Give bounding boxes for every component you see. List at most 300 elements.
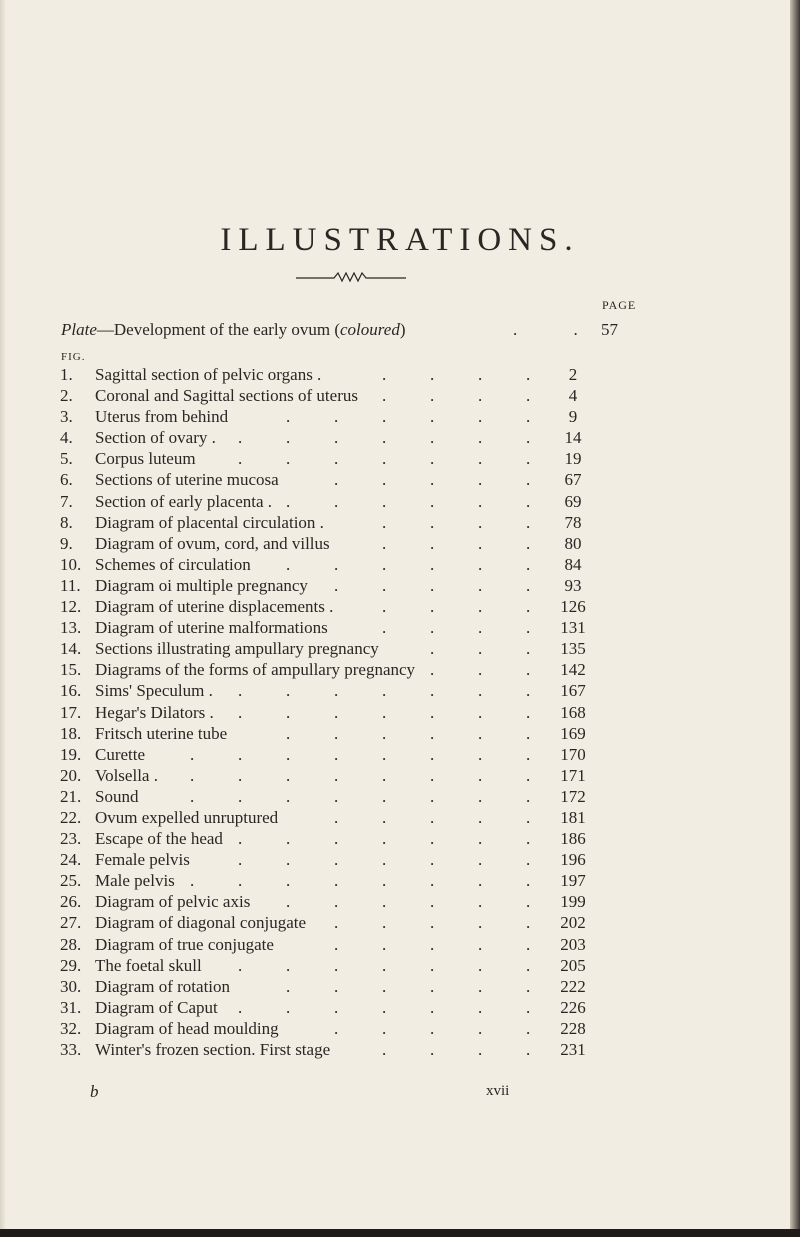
leader-dot: .: [430, 597, 435, 617]
leader-dot: .: [478, 386, 483, 406]
leader-dot: .: [430, 681, 435, 701]
leader-dot: .: [526, 597, 531, 617]
figure-label: Female pelvis: [95, 850, 190, 870]
leader-dot: .: [526, 407, 531, 427]
leader-dot: .: [478, 786, 483, 806]
figure-label: Diagram of uterine malformations: [95, 618, 328, 638]
leader-dot: .: [382, 744, 387, 764]
leader-dot: .: [478, 765, 483, 785]
figure-label: Fritsch uterine tube: [95, 723, 228, 743]
leader-dot: .: [334, 554, 339, 574]
figure-label: Corpus luteum: [95, 449, 196, 469]
plate-page: 57: [601, 320, 618, 339]
list-item: [0, 512, 800, 533]
figure-label: Schemes of circulation: [95, 554, 251, 574]
folio-number: xvii: [486, 1083, 510, 1099]
figure-number: 1.: [60, 365, 73, 384]
list-item: [0, 723, 800, 744]
leader-dot: .: [190, 786, 195, 806]
figure-page: 169: [560, 723, 586, 743]
figure-label: Winter's frozen section. First stage: [95, 1040, 331, 1059]
leader-dot: .: [382, 470, 387, 490]
list-item: [0, 364, 800, 385]
figure-label: Sagittal section of pelvic organs .: [95, 365, 322, 384]
leader-dot: .: [430, 428, 435, 448]
leader-dot: .: [334, 681, 339, 701]
leader-dot: .: [430, 639, 435, 659]
figure-number: 18.: [60, 723, 82, 743]
leader-dot: .: [478, 871, 483, 891]
leader-dot: .: [238, 449, 243, 469]
leader-dot: .: [526, 533, 531, 553]
list-item: [0, 1039, 800, 1060]
figure-page: 205: [560, 955, 586, 975]
figure-number: 10.: [60, 554, 82, 574]
figure-label: The foetal skull: [95, 955, 202, 975]
plate-entry: [61, 320, 621, 344]
leader-dot: .: [526, 681, 531, 701]
plate-label-prefix: Plate: [61, 320, 97, 339]
figure-label: Ovum expelled unruptured: [95, 807, 279, 827]
list-item: [0, 596, 800, 617]
plate-label-close: ): [399, 320, 406, 339]
leader-dot: .: [430, 786, 435, 806]
leader-dot: .: [382, 934, 387, 954]
leader-dot: .: [382, 702, 387, 722]
leader-dot: .: [430, 449, 435, 469]
figure-list: [0, 364, 800, 1060]
figure-page: 167: [560, 681, 586, 701]
leader-dot: .: [286, 892, 291, 912]
leader-dot: .: [526, 470, 531, 490]
figure-label: Sound: [95, 786, 139, 806]
list-item: [0, 659, 800, 680]
leader-dot: .: [430, 386, 435, 406]
list-item: [0, 912, 800, 933]
leader-dot: .: [526, 829, 531, 849]
leader-dot: .: [526, 449, 531, 469]
list-item: [0, 406, 800, 427]
list-item: [0, 976, 800, 997]
leader-dot: .: [286, 955, 291, 975]
figure-number: 33.: [60, 1040, 82, 1059]
leader-dot: .: [334, 892, 339, 912]
figure-label: Diagram of Caput: [95, 997, 218, 1017]
leader-dot: .: [526, 575, 531, 595]
figure-number: 29.: [60, 955, 82, 975]
list-item: [0, 680, 800, 701]
figure-page: 126: [560, 597, 586, 617]
figure-page: 172: [560, 786, 586, 806]
leader-dot: .: [334, 491, 339, 511]
figure-page: 142: [560, 660, 586, 680]
figure-label: Diagram of rotation: [95, 976, 231, 996]
leader-dot: .: [286, 723, 291, 743]
leader-dot: .: [334, 449, 339, 469]
figure-page: 226: [560, 997, 586, 1017]
figure-page: 197: [560, 871, 586, 891]
leader-dot: .: [238, 955, 243, 975]
leader-dot: .: [478, 744, 483, 764]
leader-dot: .: [526, 955, 531, 975]
leader-dot: .: [238, 786, 243, 806]
leader-dot: .: [334, 407, 339, 427]
leader-dot: .: [334, 428, 339, 448]
list-item: [0, 997, 800, 1018]
leader-dot: .: [430, 533, 435, 553]
leader-dot: .: [190, 765, 195, 785]
leader-dot: .: [382, 850, 387, 870]
leader-dot: .: [334, 913, 339, 933]
leader-dot: .: [478, 934, 483, 954]
leader-dot: .: [478, 428, 483, 448]
leader-dot: .: [238, 428, 243, 448]
leader-dot: .: [382, 681, 387, 701]
leader-dot: .: [382, 533, 387, 553]
leader-dot: .: [430, 955, 435, 975]
list-item: [0, 385, 800, 406]
leader-dot: .: [478, 575, 483, 595]
leader-dot: .: [334, 470, 339, 490]
leader-dot: .: [286, 997, 291, 1017]
leader-dot: .: [478, 1040, 483, 1059]
leader-dot: .: [526, 976, 531, 996]
figure-number: 21.: [60, 786, 82, 806]
figure-page: 80: [564, 533, 582, 553]
leader-dot: .: [478, 997, 483, 1017]
leader-dot: .: [526, 386, 531, 406]
list-item: [0, 491, 800, 512]
figure-label: Diagram of uterine displacements .: [95, 597, 334, 617]
figure-page: 203: [560, 934, 586, 954]
leader-dot: .: [430, 997, 435, 1017]
list-item: [0, 638, 800, 659]
leader-dot: .: [382, 786, 387, 806]
leader-dot: .: [430, 829, 435, 849]
leader-dot: .: [526, 934, 531, 954]
leader-dot: .: [478, 449, 483, 469]
leader-dot: .: [478, 702, 483, 722]
list-item: [0, 891, 800, 912]
leader-dot: .: [478, 639, 483, 659]
leader-dot: .: [238, 702, 243, 722]
list-item: [0, 807, 800, 828]
leader-dot: .: [526, 702, 531, 722]
figure-page: 135: [560, 639, 586, 659]
figure-page: 93: [564, 575, 582, 595]
leader-dot: .: [334, 765, 339, 785]
figure-number: 31.: [60, 997, 82, 1017]
leader-dot: .: [382, 365, 387, 384]
leader-dot: .: [382, 892, 387, 912]
leader-dot: .: [526, 850, 531, 870]
leader-dot: .: [286, 428, 291, 448]
leader-dot: .: [334, 786, 339, 806]
list-item: [0, 744, 800, 765]
figure-number: 22.: [60, 807, 82, 827]
list-item: [0, 469, 800, 490]
figure-label: Sections illustrating ampullary pregnancy: [95, 639, 379, 659]
leader-dot: .: [430, 575, 435, 595]
leader-dot: .: [478, 723, 483, 743]
leader-dot: .: [190, 744, 195, 764]
figure-label: Uterus from behind: [95, 407, 229, 427]
figure-page: 202: [560, 913, 586, 933]
list-item: [0, 765, 800, 786]
figure-page: 2: [568, 365, 578, 384]
leader-dot: .: [526, 871, 531, 891]
plate-label-coloured: coloured: [340, 320, 400, 339]
list-item: [0, 1018, 800, 1039]
page-column-header: PAGE: [602, 298, 637, 312]
leader-dot: .: [478, 554, 483, 574]
list-item: [0, 870, 800, 891]
leader-dot: .: [478, 681, 483, 701]
list-item: [0, 448, 800, 469]
figure-page: 131: [560, 618, 586, 638]
figure-page: 170: [560, 744, 586, 764]
leader-dot: .: [430, 723, 435, 743]
figure-label: Sections of uterine mucosa: [95, 470, 279, 490]
figure-page: 67: [564, 470, 582, 490]
leader-dot: .: [430, 491, 435, 511]
list-item: [0, 427, 800, 448]
list-item: [0, 828, 800, 849]
figure-page: 19: [564, 449, 582, 469]
leader-dot: .: [382, 807, 387, 827]
leader-dot: .: [526, 723, 531, 743]
leader-dot: .: [286, 744, 291, 764]
figure-label: Diagram of pelvic axis: [95, 892, 251, 912]
figure-label: Volsella .: [95, 765, 158, 785]
leader-dot: .: [430, 702, 435, 722]
leader-dot: .: [478, 618, 483, 638]
leader-dot: .: [286, 976, 291, 996]
leader-dot: .: [526, 428, 531, 448]
page-bottom-edge: [0, 1229, 800, 1237]
list-item: [0, 533, 800, 554]
leader-dot: .: [526, 1040, 531, 1059]
figure-page: 78: [564, 512, 582, 532]
plate-leader: . .: [513, 320, 604, 339]
figure-page: 4: [568, 386, 578, 406]
leader-dot: .: [382, 976, 387, 996]
leader-dot: .: [382, 997, 387, 1017]
figure-label: Diagram of diagonal conjugate: [95, 913, 307, 933]
leader-dot: .: [382, 597, 387, 617]
plate-label: —Development of the early ovum (: [96, 320, 341, 339]
figure-number: 32.: [60, 1018, 82, 1038]
figure-label: Diagrams of the forms of ampullary pregnancy: [95, 660, 416, 680]
leader-dot: .: [334, 575, 339, 595]
leader-dot: .: [430, 850, 435, 870]
leader-dot: .: [526, 765, 531, 785]
figure-number: 26.: [60, 892, 82, 912]
leader-dot: .: [430, 892, 435, 912]
leader-dot: .: [478, 850, 483, 870]
figure-page: 69: [564, 491, 582, 511]
figure-label: Diagram of head moulding: [95, 1018, 279, 1038]
leader-dot: .: [526, 639, 531, 659]
figure-page: 222: [560, 976, 586, 996]
leader-dot: .: [478, 955, 483, 975]
figure-label: Diagram oi multiple pregnancy: [95, 575, 308, 595]
figure-number: 14.: [60, 639, 82, 659]
figure-label: Section of early placenta .: [95, 491, 273, 511]
leader-dot: .: [382, 386, 387, 406]
figure-number: 15.: [60, 660, 82, 680]
leader-dot: .: [286, 702, 291, 722]
figure-page: 196: [560, 850, 586, 870]
figure-number: 20.: [60, 765, 82, 785]
figure-number: 24.: [60, 850, 82, 870]
leader-dot: .: [430, 407, 435, 427]
figure-number: 8.: [60, 512, 73, 532]
leader-dot: .: [478, 913, 483, 933]
leader-dot: .: [286, 786, 291, 806]
leader-dot: .: [478, 660, 483, 680]
leader-dot: .: [382, 1040, 387, 1059]
list-item: [0, 575, 800, 596]
leader-dot: .: [526, 997, 531, 1017]
leader-dot: .: [430, 512, 435, 532]
figure-number: 19.: [60, 744, 82, 764]
leader-dot: .: [382, 554, 387, 574]
figure-number: 7.: [60, 491, 73, 511]
leader-dot: .: [526, 913, 531, 933]
wave-ornament-icon: [296, 270, 406, 284]
leader-dot: .: [334, 850, 339, 870]
leader-dot: .: [526, 1018, 531, 1038]
leader-dot: .: [430, 470, 435, 490]
figure-label: Sims' Speculum .: [95, 681, 213, 701]
list-item: [0, 955, 800, 976]
leader-dot: .: [430, 554, 435, 574]
signature-mark: b: [90, 1082, 99, 1101]
list-item: [0, 617, 800, 638]
leader-dot: .: [334, 702, 339, 722]
figure-page: 228: [560, 1018, 586, 1038]
leader-dot: .: [334, 976, 339, 996]
figure-number: 30.: [60, 976, 82, 996]
figure-label: Hegar's Dilators .: [95, 702, 214, 722]
leader-dot: .: [430, 807, 435, 827]
leader-dot: .: [238, 765, 243, 785]
leader-dot: .: [478, 829, 483, 849]
leader-dot: .: [334, 955, 339, 975]
leader-dot: .: [526, 365, 531, 384]
leader-dot: .: [382, 1018, 387, 1038]
figure-label: Diagram of true conjugate: [95, 934, 274, 954]
figure-number: 4.: [60, 428, 73, 448]
figure-number: 27.: [60, 913, 82, 933]
leader-dot: .: [478, 597, 483, 617]
figure-number: 16.: [60, 681, 82, 701]
figure-page: 9: [568, 407, 578, 427]
figure-number: 12.: [60, 597, 82, 617]
leader-dot: .: [382, 618, 387, 638]
figure-number: 2.: [60, 386, 73, 406]
leader-dot: .: [286, 554, 291, 574]
leader-dot: .: [238, 871, 243, 891]
leader-dot: .: [526, 491, 531, 511]
leader-dot: .: [382, 428, 387, 448]
figure-column-header: FIG.: [61, 351, 86, 363]
leader-dot: .: [334, 744, 339, 764]
leader-dot: .: [526, 660, 531, 680]
leader-dot: .: [478, 1018, 483, 1038]
leader-dot: .: [286, 491, 291, 511]
leader-dot: .: [430, 913, 435, 933]
figure-page: 84: [564, 554, 582, 574]
leader-dot: .: [382, 512, 387, 532]
leader-dot: .: [286, 871, 291, 891]
leader-dot: .: [382, 829, 387, 849]
leader-dot: .: [286, 829, 291, 849]
leader-dot: .: [334, 723, 339, 743]
figure-page: 181: [560, 807, 586, 827]
leader-dot: .: [382, 765, 387, 785]
leader-dot: .: [478, 512, 483, 532]
leader-dot: .: [478, 407, 483, 427]
leader-dot: .: [382, 723, 387, 743]
leader-dot: .: [238, 744, 243, 764]
figure-page: 14: [564, 428, 582, 448]
leader-dot: .: [382, 491, 387, 511]
leader-dot: .: [478, 533, 483, 553]
figure-page: 199: [560, 892, 586, 912]
figure-label: Coronal and Sagittal sections of uterus: [95, 386, 358, 406]
figure-label: Diagram of placental circulation .: [95, 512, 324, 532]
figure-number: 23.: [60, 829, 82, 849]
leader-dot: .: [478, 470, 483, 490]
leader-dot: .: [286, 449, 291, 469]
leader-dot: .: [526, 786, 531, 806]
leader-dot: .: [238, 997, 243, 1017]
figure-page: 171: [560, 765, 586, 785]
figure-page: 168: [560, 702, 586, 722]
figure-page: 186: [560, 829, 586, 849]
leader-dot: .: [382, 575, 387, 595]
leader-dot: .: [334, 871, 339, 891]
leader-dot: .: [430, 765, 435, 785]
figure-number: 13.: [60, 618, 82, 638]
leader-dot: .: [526, 807, 531, 827]
leader-dot: .: [430, 976, 435, 996]
leader-dot: .: [334, 934, 339, 954]
leader-dot: .: [382, 407, 387, 427]
figure-label: Male pelvis: [95, 871, 175, 891]
figure-page: 231: [560, 1040, 586, 1059]
leader-dot: .: [526, 892, 531, 912]
leader-dot: .: [430, 660, 435, 680]
leader-dot: .: [238, 681, 243, 701]
leader-dot: .: [430, 365, 435, 384]
leader-dot: .: [238, 829, 243, 849]
list-item: [0, 849, 800, 870]
figure-label: Section of ovary .: [95, 428, 216, 448]
figure-label: Diagram of ovum, cord, and villus: [95, 533, 330, 553]
list-item: [0, 786, 800, 807]
leader-dot: .: [478, 892, 483, 912]
figure-number: 11.: [60, 575, 81, 595]
leader-dot: .: [334, 1018, 339, 1038]
leader-dot: .: [238, 850, 243, 870]
figure-number: 6.: [60, 470, 73, 490]
leader-dot: .: [382, 955, 387, 975]
leader-dot: .: [334, 829, 339, 849]
leader-dot: .: [478, 491, 483, 511]
